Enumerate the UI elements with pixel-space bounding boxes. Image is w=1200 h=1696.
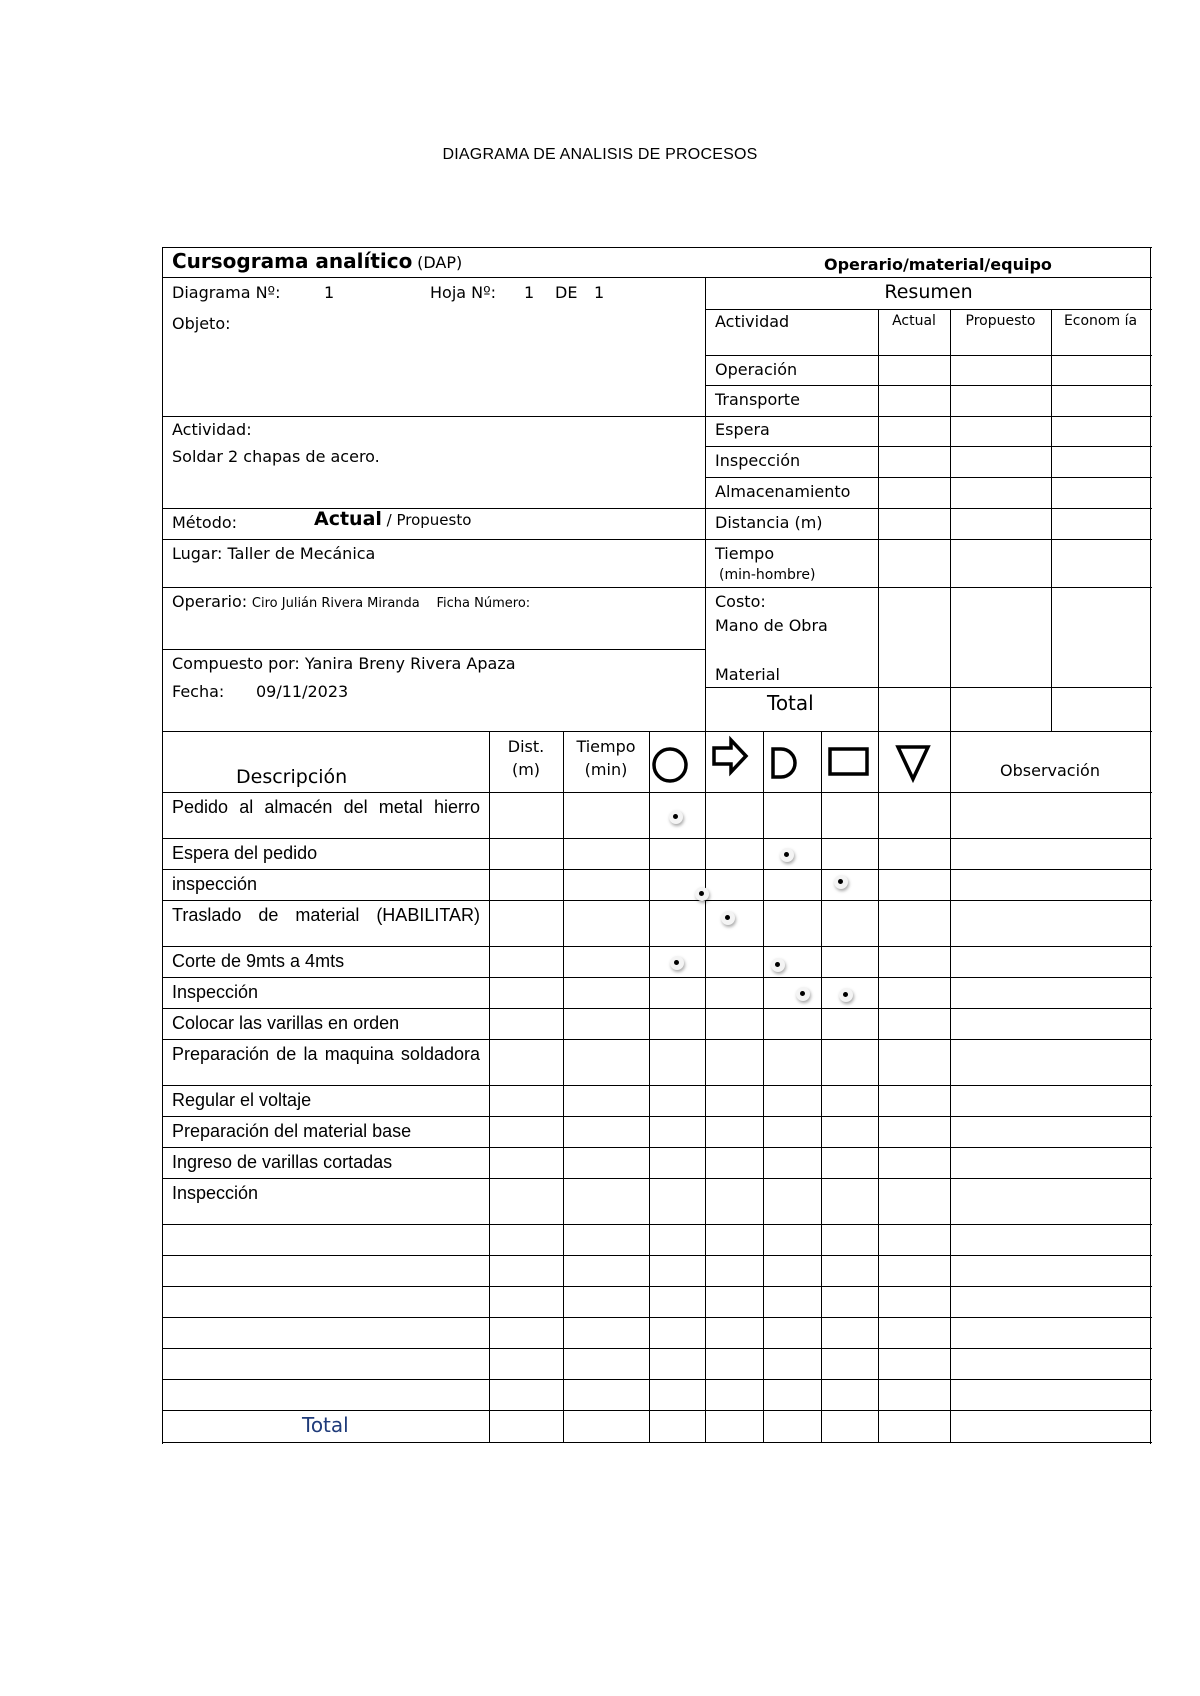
process-chart-form	[162, 247, 1152, 1444]
sheet-number: 1	[524, 283, 535, 302]
flow-marker-dot	[670, 956, 684, 970]
method-proposed: / Propuesto	[386, 511, 472, 529]
summary-row-labor: Mano de Obra	[715, 616, 828, 635]
summary-row-transport: Transporte	[715, 390, 800, 409]
list-item: Colocar las varillas en orden	[172, 1013, 400, 1033]
date-value: 09/11/2023	[256, 682, 349, 701]
flow-marker-dot	[721, 911, 735, 925]
form-name: Cursograma analítico	[172, 249, 413, 273]
summary-row-time: Tiempo	[715, 544, 775, 563]
list-item: Regular el voltaje	[172, 1090, 312, 1110]
place: Lugar: Taller de Mecánica	[172, 544, 376, 563]
subject-type: Operario/material/equipo	[824, 255, 1052, 274]
list-item: inspección	[172, 874, 258, 894]
sheet-label: Hoja Nº:	[430, 283, 497, 302]
flow-marker-dot	[839, 988, 853, 1002]
composed-by: Compuesto por: Yanira Breny Rivera Apaza	[172, 654, 516, 673]
list-item: Pedido al almacén del metal hierro	[172, 797, 480, 817]
summary-row-operation: Operación	[715, 360, 798, 379]
summary-col-activity: Actividad	[715, 312, 790, 331]
activity-label: Actividad:	[172, 420, 252, 439]
operation-circle-icon	[649, 731, 705, 792]
date-label: Fecha:	[172, 682, 225, 701]
summary-col-proposed: Propuesto	[965, 313, 1036, 329]
delay-d-icon	[763, 731, 821, 792]
operator-label: Operario:	[172, 592, 248, 611]
page-title: DIAGRAMA DE ANALISIS DE PROCESOS	[442, 146, 758, 163]
transport-arrow-icon	[705, 731, 763, 792]
summary-row-storage: Almacenamiento	[715, 482, 851, 501]
list-item: Corte de 9mts a 4mts	[172, 951, 345, 971]
summary-row-time-unit: (min-hombre)	[719, 567, 816, 583]
method-label: Método:	[172, 513, 238, 532]
storage-triangle-icon	[878, 731, 950, 792]
summary-row-inspection: Inspección	[715, 451, 801, 470]
inspection-square-icon	[821, 731, 878, 792]
summary-row-distance: Distancia (m)	[715, 513, 823, 532]
column-observation: Observación	[1000, 761, 1100, 780]
summary-total: Total	[767, 691, 814, 715]
activity-value: Soldar 2 chapas de acero.	[172, 447, 380, 466]
list-item: Preparación de la maquina soldadora	[172, 1044, 480, 1064]
operator-value: Ciro Julián Rivera Miranda	[251, 596, 420, 611]
diagram-number: 1	[324, 283, 335, 302]
of-label: DE	[555, 283, 578, 302]
summary-row-delay: Espera	[715, 420, 770, 439]
summary-col-actual: Actual	[892, 313, 936, 329]
table-total-label: Total	[302, 1413, 349, 1437]
column-description: Descripción	[236, 766, 348, 788]
flow-marker-dot	[834, 875, 848, 889]
flow-marker-dot	[780, 848, 794, 862]
list-item: Preparación del material base	[172, 1121, 412, 1141]
object-label: Objeto:	[172, 314, 231, 333]
form-type: (DAP)	[417, 253, 463, 272]
flow-marker-dot	[796, 987, 810, 1001]
summary-row-material: Material	[715, 665, 780, 684]
file-number-label: Ficha Número:	[436, 596, 531, 611]
column-time: Tiempo (min)	[576, 737, 636, 779]
list-item: Traslado de material (HABILITAR)	[172, 905, 480, 925]
diagram-label: Diagrama Nº:	[172, 283, 281, 302]
summary-col-economy: Econom ía	[1063, 313, 1138, 329]
flow-marker-dot	[669, 810, 683, 824]
summary-title: Resumen	[884, 281, 973, 303]
list-item: Inspección	[172, 982, 259, 1002]
method-actual: Actual	[314, 508, 382, 530]
sheet-total: 1	[594, 283, 605, 302]
list-item: Inspección	[172, 1183, 259, 1203]
list-item: Espera del pedido	[172, 843, 318, 863]
column-distance: Dist. (m)	[507, 737, 545, 779]
list-item: Ingreso de varillas cortadas	[172, 1152, 393, 1172]
flow-marker-dot	[771, 958, 785, 972]
summary-row-cost: Costo:	[715, 592, 766, 611]
flow-marker-dot	[695, 887, 709, 901]
